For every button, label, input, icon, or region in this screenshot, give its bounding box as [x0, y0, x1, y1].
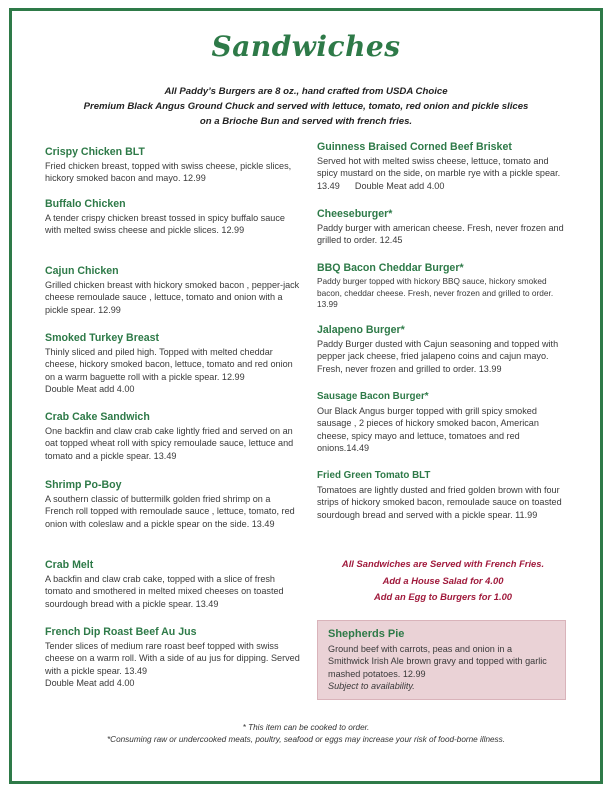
menu-item [45, 478, 301, 530]
item-name: Jalapeno Burger* [317, 324, 405, 336]
footer-line: * This item can be cooked to order. [242, 723, 370, 732]
menu-item [317, 323, 569, 375]
menu-item [317, 390, 569, 455]
special-name: Shepherds Pie [328, 628, 405, 640]
item-extra: Double Meat add 4.00 [45, 384, 135, 395]
item-description: Tomatoes are lightly dusted and fried golden brown with four strips of hickory smoked bacon, remoulade sauce on toasted sourdough bread and served with a pickle spear. 11.99 [317, 485, 562, 520]
footer-line: *Consuming raw or undercooked meats, poultry, seafood or eggs may increase your risk of food-borne illness. [106, 735, 506, 745]
item-description: Tender slices of medium rare roast beef topped with swiss cheese on a warm roll. With a side of au jus for dipping. Served with a pickle spear. 13.49 [45, 641, 300, 676]
item-name: Crispy Chicken BLT [45, 146, 145, 158]
item-description: One backfin and claw crab cake lightly fried and served on an oat topped wheat roll with spicy remoulade sauce, lettuce and tomato and a pickle spear. 13.49 [45, 426, 294, 461]
item-description: Served hot with melted swiss cheese, lettuce, tomato and spicy mustard on the side, on marble rye with a pickle spear. 13.49 Double Meat add 4.00 [317, 156, 563, 191]
item-name: French Dip Roast Beef Au Jus [45, 626, 197, 638]
item-name: Guinness Braised Corned Beef Brisket [317, 141, 512, 153]
intro-text [40, 84, 572, 129]
item-description: Grilled chicken breast with hickory smoked bacon , pepper-jack cheese remoulade sauce , lettuce, tomato and onion with a pickle spear. 12.99 [45, 280, 300, 315]
special-description: Ground beef with carrots, peas and onion in a Smithwick Irish Ale brown gravy and topped with garlic mashed potatoes. 12.99 [328, 644, 547, 679]
footer-disclaimer [0, 722, 612, 747]
menu-item [45, 558, 301, 610]
menu-item [45, 197, 301, 237]
menu-item [45, 331, 301, 396]
item-name: Crab Cake Sandwich [45, 411, 150, 423]
menu-item [45, 625, 301, 690]
note-line: Add a House Salad for 4.00 [382, 574, 504, 586]
item-description: Thinly sliced and piled high. Topped with melted cheddar cheese, hickory smoked bacon, lettuce, tomato and red onion on a warm baguette roll with a pickle spear. 12.99 [45, 347, 293, 382]
menu-item [317, 469, 569, 521]
menu-item [317, 261, 569, 311]
item-description: A southern classic of buttermilk golden fried shrimp on a French roll topped with remoulade sauce , lettuce, tomato, red onion with coleslaw and a pickle spear on the side. 13.49 [45, 494, 295, 529]
menu-item [317, 207, 569, 247]
intro-line: All Paddy’s Burgers are 8 oz., hand crafted from USDA Choice [164, 86, 448, 97]
intro-line: on a Brioche Bun and served with french fries. [199, 116, 413, 127]
menu-item [317, 140, 569, 192]
item-description: Fried chicken breast, topped with swiss cheese, pickle slices, hickory smoked bacon and mayo. 12.99 [45, 161, 292, 184]
item-description: Paddy burger with american cheese. Fresh, never frozen and grilled to order. 12.45 [317, 223, 564, 246]
menu-item [45, 145, 301, 185]
note-line: Add an Egg to Burgers for 1.00 [373, 591, 513, 602]
item-description: Paddy Burger dusted with Cajun seasoning and topped with pepper jack cheese, fried jalapeno coins and cajun mayo. Fresh, never frozen and grilled to order. 13.99 [317, 339, 559, 374]
item-description: Our Black Angus burger topped with grill spicy smoked sausage , 2 pieces of hickory smoked bacon, American cheese, spicy mayo and lettuce, tomatoes and red onions.14.49 [317, 406, 539, 454]
item-name: Fried Green Tomato BLT [317, 470, 431, 481]
item-description: A backfin and claw crab cake, topped with a slice of fresh tomato and smothered in melted mixed cheeses on toasted sourdough bread with a pickle spear. 13.49 [45, 574, 284, 609]
note-line: All Sandwiches are Served with French Fries. [341, 558, 545, 569]
item-name: Cajun Chicken [45, 265, 119, 277]
item-name: Cheeseburger* [317, 208, 393, 220]
item-description: Paddy burger topped with hickory BBQ sauce, hickory smoked bacon, cheddar cheese. Fresh, never frozen and grilled to order. 13.99 [317, 276, 554, 310]
item-name: Buffalo Chicken [45, 198, 126, 210]
item-description: A tender crispy chicken breast tossed in spicy buffalo sauce with melted swiss cheese and pickle slices. 12.99 [45, 213, 285, 236]
page-title: Sandwiches [211, 30, 401, 63]
menu-item [45, 410, 301, 462]
item-extra: Double Meat add 4.00 [45, 678, 135, 689]
item-name: Smoked Turkey Breast [45, 332, 160, 344]
item-name: Shrimp Po-Boy [45, 479, 122, 491]
special-box [317, 620, 566, 700]
special-availability: Subject to availability. [328, 681, 415, 692]
item-name: Sausage Bacon Burger* [317, 391, 429, 402]
intro-line: Premium Black Angus Ground Chuck and served with lettuce, tomato, red onion and pickle slices [83, 101, 529, 112]
item-name: BBQ Bacon Cheddar Burger* [317, 262, 464, 274]
menu-item [45, 264, 301, 316]
sandwich-notes [317, 556, 569, 606]
item-name: Crab Melt [45, 559, 94, 571]
